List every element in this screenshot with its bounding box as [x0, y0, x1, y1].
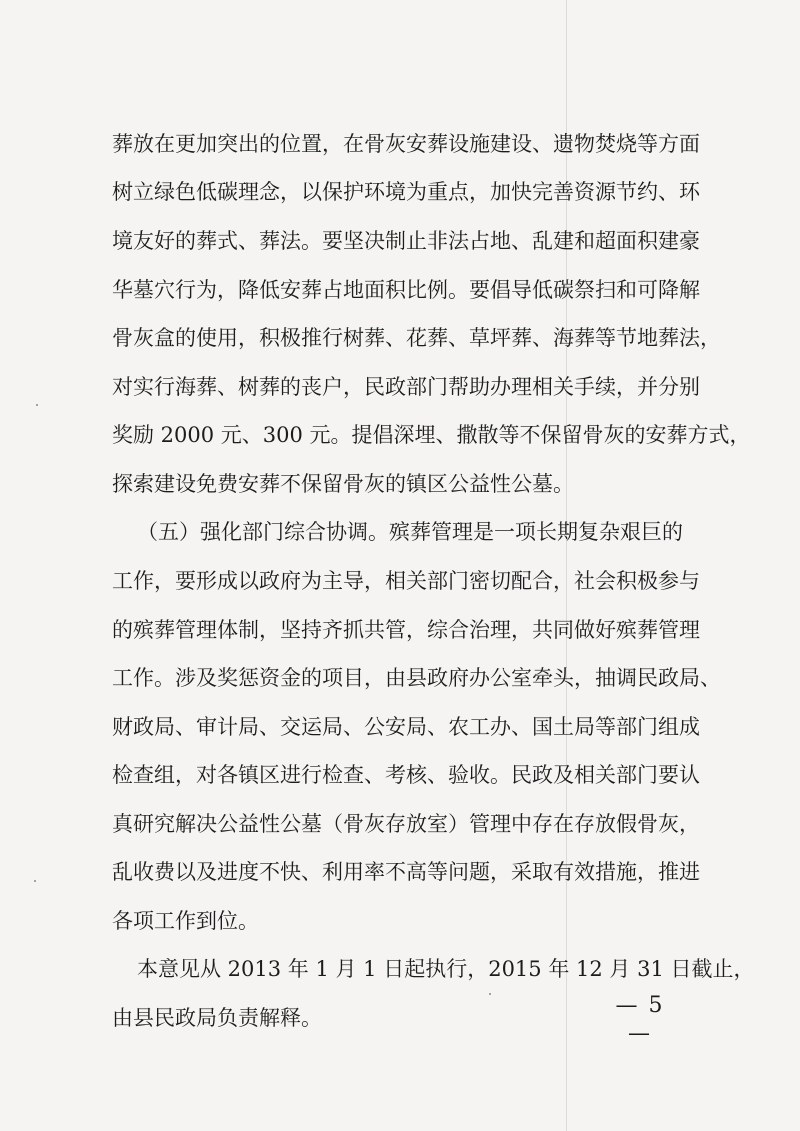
text-line: 境友好的葬式、葬法。要坚决制止非法占地、乱建和超面积建豪	[112, 229, 700, 253]
page-number: — 5 —	[615, 993, 665, 1046]
text-line: （五）强化部门综合协调。殡葬管理是一项长期复杂艰巨的	[137, 520, 683, 544]
text-line: 探索建设免费安葬不保留骨灰的镇区公益性公墓。	[112, 472, 574, 496]
text-line: 本意见从 2013 年 1 月 1 日起执行，2015 年 12 月 31 日截止，	[137, 957, 755, 981]
text-line: 华墓穴行为，降低安葬占地面积比例。要倡导低碳祭扫和可降解	[112, 278, 700, 302]
text-line: 的殡葬管理体制，坚持齐抓共管，综合治理，共同做好殡葬管理	[112, 618, 700, 642]
scan-speck	[34, 880, 36, 882]
text-line: 乱收费以及进度不快、利用率不高等问题，采取有效措施，推进	[112, 860, 700, 884]
text-line: 财政局、审计局、交运局、公安局、农工办、国土局等部门组成	[112, 715, 700, 739]
text-line: 奖励 2000 元、300 元。提倡深埋、撒散等不保留骨灰的安葬方式，	[112, 423, 751, 447]
text-line: 由县民政局负责解释。	[112, 1006, 322, 1030]
text-line: 检查组，对各镇区进行检查、考核、验收。民政及相关部门要认	[112, 763, 700, 787]
text-line: 工作，要形成以政府为主导，相关部门密切配合，社会积极参与	[112, 569, 700, 593]
text-line: 工作。涉及奖惩资金的项目，由县政府办公室牵头，抽调民政局、	[112, 666, 721, 690]
scan-speck	[489, 993, 491, 995]
text-line: 真研究解决公益性公墓（骨灰存放室）管理中存在存放假骨灰，	[112, 812, 700, 836]
text-line: 各项工作到位。	[112, 909, 259, 933]
scan-speck	[36, 404, 38, 406]
text-line: 对实行海葬、树葬的丧户，民政部门帮助办理相关手续，并分别	[112, 375, 700, 399]
text-line: 树立绿色低碳理念，以保护环境为重点，加快完善资源节约、环	[112, 180, 700, 204]
text-line: 葬放在更加突出的位置，在骨灰安葬设施建设、遗物焚烧等方面	[112, 132, 700, 156]
text-line: 骨灰盒的使用，积极推行树葬、花葬、草坪葬、海葬等节地葬法，	[112, 326, 721, 350]
